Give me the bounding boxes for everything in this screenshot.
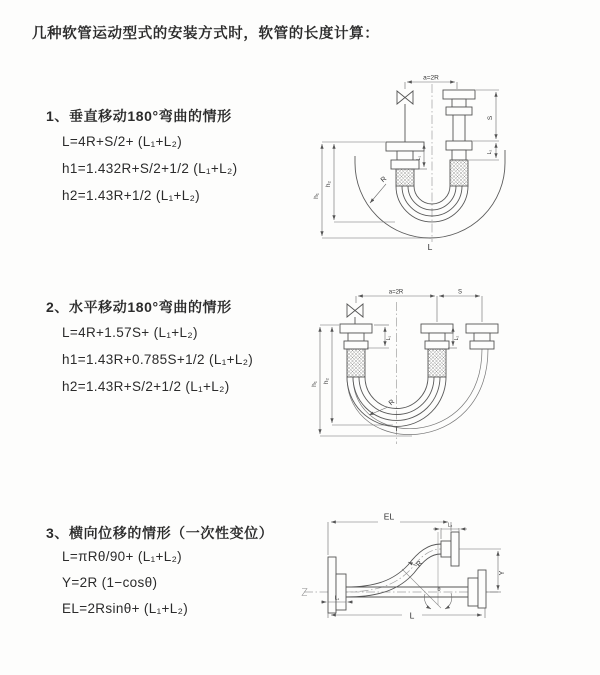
dim-label-a2r: a=2R (388, 289, 404, 296)
hose-displaced-position (346, 544, 441, 587)
dim-label-l: L (409, 610, 415, 621)
dim-label-l1: L₁ (334, 595, 340, 602)
dim-label-s: S (457, 289, 463, 296)
dim-label-el: EL (383, 511, 395, 522)
section-2-heading: 2、水平移动180°弯曲的情形 (46, 299, 232, 315)
dim-label-h2: h₂ (325, 180, 332, 188)
dim-label-l2: L₂ (487, 149, 493, 155)
dimension-lines (320, 296, 482, 436)
flange-right (478, 570, 486, 608)
valve-icon (347, 304, 363, 317)
dim-label-s: S (487, 115, 494, 121)
section-3-heading: 3、横向位移的情形（一次性变位） (46, 525, 274, 541)
section-2-formula-h1: h1=1.43R+0.785S+1/2 (L₁+L₂) (62, 352, 254, 367)
fittings (386, 90, 475, 186)
section-2-formula-L: L=4R+1.57S+ (L₁+L₂) (62, 325, 198, 340)
diagram-lateral-displacement (298, 492, 595, 662)
diagram-horizontal-180-bend (300, 284, 592, 464)
section-3-formula-EL: EL=2Rsinθ+ (L₁+L₂) (62, 601, 189, 616)
dim-label-l2: L₂ (454, 335, 460, 341)
section-1-formula-L: L=4R+S/2+ (L₁+L₂) (62, 134, 183, 149)
dim-label-r: R (387, 398, 397, 408)
dim-label-h2: h₂ (323, 377, 330, 385)
section-2-formula-h2: h2=1.43R+S/2+1/2 (L₁+L₂) (62, 379, 230, 394)
dim-label-r: R (415, 559, 425, 569)
section-1-formula-h2: h2=1.43R+1/2 (L₁+L₂) (62, 188, 201, 203)
section-1-heading: 1、垂直移动180°弯曲的情形 (46, 108, 232, 124)
fittings (340, 304, 498, 377)
dim-label-l: L (427, 242, 433, 252)
braided-hose-section (396, 169, 414, 186)
dim-label-r: R (379, 175, 389, 185)
braided-hose-section (450, 160, 468, 186)
braided-hose-section (428, 349, 446, 377)
page-title: 几种软管运动型式的安装方式时，软管的长度计算： (32, 26, 380, 42)
flange-upper (451, 532, 459, 566)
dim-label-h1: h₁ (311, 381, 318, 387)
dim-label-h1: h₁ (313, 193, 320, 199)
section-1-formula-h1: h1=1.432R+S/2+1/2 (L₁+L₂) (62, 161, 238, 176)
valve-icon (397, 91, 413, 104)
dim-label-l2: L₂ (447, 522, 453, 529)
flange-left (328, 557, 336, 613)
dim-label-l1: L₁ (386, 335, 392, 341)
section-3-formula-L: L=πRθ/90+ (L₁+L₂) (62, 549, 183, 564)
dim-label-theta: θ (437, 587, 441, 593)
braided-hose-section (347, 349, 365, 377)
dim-label-y: Y (499, 570, 506, 576)
dim-label-a2r: a=2R (423, 74, 439, 82)
dim-label-l1: L₁ (416, 155, 422, 161)
diagram-vertical-180-bend (300, 68, 592, 258)
section-3-formula-Y: Y=2R (1−cosθ) (62, 575, 158, 590)
hose-displaced-position (346, 554, 441, 597)
